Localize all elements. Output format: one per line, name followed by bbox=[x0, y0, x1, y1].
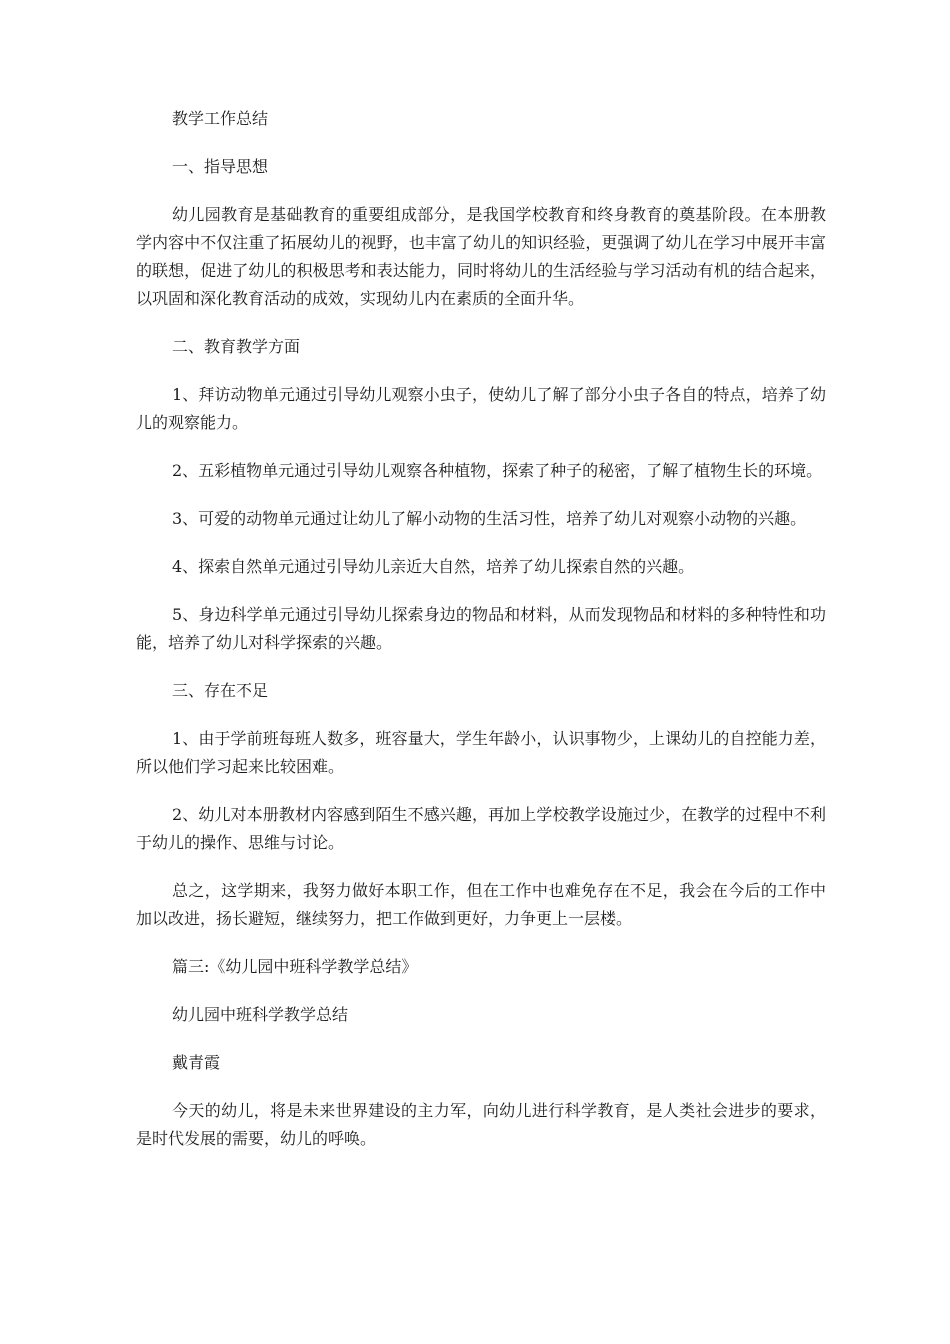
document-title: 教学工作总结 bbox=[172, 109, 269, 128]
paragraph-teaching-item-3: 3、可爱的动物单元通过让幼儿了解小动物的生活习性，培养了幼儿对观察小动物的兴趣。 bbox=[172, 509, 807, 528]
section-heading-guiding-thought: 一、指导思想 bbox=[172, 157, 269, 176]
paragraph-guiding-thought: 幼儿园教育是基础教育的重要组成部分，是我国学校教育和终身教育的奠基阶段。在本册教学内容中不仅注重了拓展幼儿的视野，也丰富了幼儿的知识经验，更强调了幼儿在学习中展开丰富的联想，促进了幼儿的积极思考和表达能力，同时将幼儿的生活经验与学习活动有机的结合起来，以巩固和深化教育活动的成效，实现幼儿内在素质的全面升华。 bbox=[136, 205, 826, 308]
paragraph-conclusion: 总之，这学期来，我努力做好本职工作，但在工作中也难免存在不足，我会在今后的工作中加以改进，扬长避短，继续努力，把工作做到更好，力争更上一层楼。 bbox=[136, 881, 826, 928]
section-heading-shortcomings: 三、存在不足 bbox=[172, 681, 269, 700]
paragraph-shortcoming-1: 1、由于学前班每班人数多，班容量大，学生年龄小，认识事物少，上课幼儿的自控能力差，所以他们学习起来比较困难。 bbox=[136, 729, 826, 776]
paragraph-shortcoming-2: 2、幼儿对本册教材内容感到陌生不感兴趣，再加上学校教学设施过少，在教学的过程中不利于幼儿的操作、思维与讨论。 bbox=[136, 805, 826, 852]
section-heading-teaching: 二、教育教学方面 bbox=[172, 337, 301, 356]
document-body bbox=[136, 105, 826, 1173]
paragraph-teaching-item-2: 2、五彩植物单元通过引导幼儿观察各种植物，探索了种子的秘密，了解了植物生长的环境。 bbox=[172, 461, 823, 480]
paragraph-article-intro: 今天的幼儿，将是未来世界建设的主力军，向幼儿进行科学教育，是人类社会进步的要求，是时代发展的需要，幼儿的呼唤。 bbox=[136, 1101, 826, 1148]
paragraph-teaching-item-4: 4、探索自然单元通过引导幼儿亲近大自然，培养了幼儿探索自然的兴趣。 bbox=[172, 557, 695, 576]
paragraph-teaching-item-5: 5、身边科学单元通过引导幼儿探索身边的物品和材料，从而发现物品和材料的多种特性和功能，培养了幼儿对科学探索的兴趣。 bbox=[136, 605, 826, 652]
article-label: 篇三:《幼儿园中班科学教学总结》 bbox=[172, 957, 418, 976]
paragraph-teaching-item-1: 1、拜访动物单元通过引导幼儿观察小虫子，使幼儿了解了部分小虫子各自的特点，培养了幼儿的观察能力。 bbox=[136, 385, 826, 432]
article-title: 幼儿园中班科学教学总结 bbox=[172, 1005, 349, 1024]
article-author: 戴青霞 bbox=[172, 1053, 221, 1072]
